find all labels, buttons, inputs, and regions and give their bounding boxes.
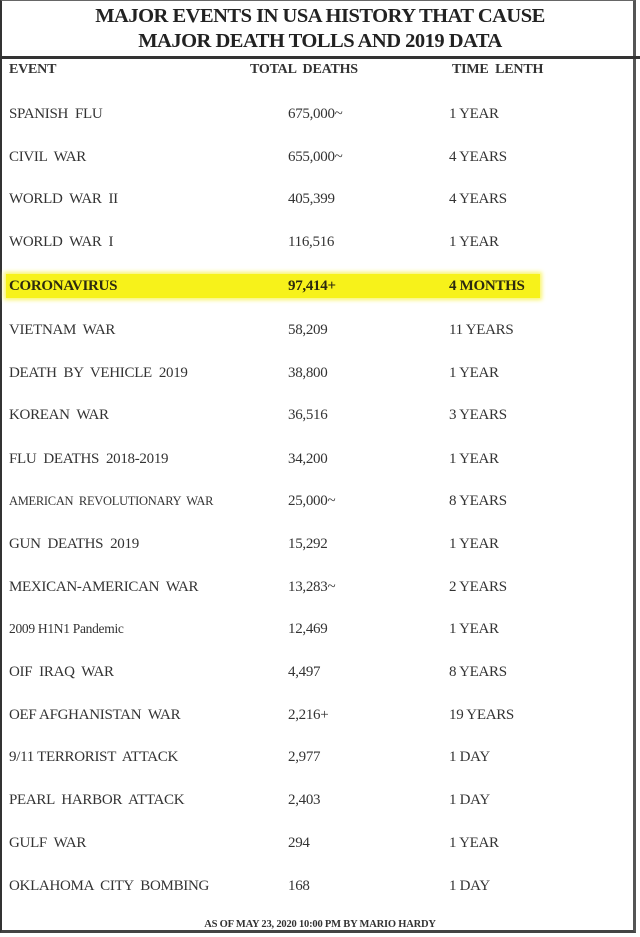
event-name: FLU DEATHS 2018-2019	[9, 451, 169, 467]
table-row	[0, 403, 640, 427]
time-length: 4 YEARS	[449, 149, 507, 165]
event-name: OIF IRAQ WAR	[9, 664, 114, 680]
table-row	[0, 318, 640, 342]
table-row	[0, 575, 640, 599]
table-row	[0, 788, 640, 812]
table-row	[0, 532, 640, 556]
title-line-2: MAJOR DEATH TOLLS AND 2019 DATA	[138, 30, 502, 52]
table-row	[0, 874, 640, 898]
title-line-1: MAJOR EVENTS IN USA HISTORY THAT CAUSE	[95, 5, 545, 27]
column-header-time-length: TIME LENTH	[452, 62, 544, 77]
time-length: 19 YEARS	[449, 707, 514, 723]
footer-attribution: AS OF MAY 23, 2020 10:00 PM BY MARIO HARDY	[204, 919, 436, 930]
total-deaths: 97,414+	[288, 278, 336, 294]
table-row	[0, 187, 640, 211]
time-length: 1 YEAR	[449, 451, 499, 467]
event-name: CORONAVIRUS	[9, 278, 118, 294]
time-length: 11 YEARS	[449, 322, 514, 338]
total-deaths: 116,516	[288, 234, 335, 250]
document-title	[0, 4, 640, 54]
event-name: WORLD WAR II	[9, 191, 118, 207]
time-length: 8 YEARS	[449, 664, 507, 680]
total-deaths: 655,000~	[288, 149, 343, 165]
event-name: OKLAHOMA CITY BOMBING	[9, 878, 210, 894]
event-name: WORLD WAR I	[9, 234, 114, 250]
event-name: 9/11 TERRORIST ATTACK	[9, 749, 179, 765]
total-deaths: 168	[288, 878, 310, 894]
total-deaths: 2,216+	[288, 707, 329, 723]
total-deaths: 405,399	[288, 191, 335, 207]
table-row	[0, 745, 640, 769]
time-length: 1 YEAR	[449, 621, 499, 637]
time-length: 1 YEAR	[449, 234, 499, 250]
time-length: 1 YEAR	[449, 835, 499, 851]
title-divider	[0, 56, 640, 59]
time-length: 1 DAY	[449, 878, 490, 894]
total-deaths: 2,403	[288, 792, 321, 808]
total-deaths: 12,469	[288, 621, 328, 637]
time-length: 1 YEAR	[449, 536, 499, 552]
event-name: GULF WAR	[9, 835, 87, 851]
table-row	[0, 230, 640, 254]
table-row	[0, 447, 640, 471]
total-deaths: 2,977	[288, 749, 321, 765]
event-name: OEF AFGHANISTAN WAR	[9, 707, 181, 723]
time-length: 1 DAY	[449, 792, 490, 808]
total-deaths: 38,800	[288, 365, 328, 381]
table-row	[0, 361, 640, 385]
total-deaths: 58,209	[288, 322, 328, 338]
time-length: 4 YEARS	[449, 191, 507, 207]
time-length: 1 YEAR	[449, 106, 499, 122]
time-length: 8 YEARS	[449, 493, 507, 509]
table-row	[0, 617, 640, 641]
table-row	[0, 489, 640, 513]
event-name: KOREAN WAR	[9, 407, 109, 423]
table-row	[0, 145, 640, 169]
event-name: DEATH BY VEHICLE 2019	[9, 365, 188, 381]
event-name: SPANISH FLU	[9, 106, 103, 122]
event-name: CIVIL WAR	[9, 149, 86, 165]
event-name: PEARL HARBOR ATTACK	[9, 792, 185, 808]
column-header-event: EVENT	[9, 62, 57, 77]
table-row	[0, 831, 640, 855]
total-deaths: 4,497	[288, 664, 321, 680]
time-length: 1 DAY	[449, 749, 490, 765]
total-deaths: 13,283~	[288, 579, 336, 595]
total-deaths: 294	[288, 835, 310, 851]
total-deaths: 675,000~	[288, 106, 343, 122]
event-name: MEXICAN-AMERICAN WAR	[9, 579, 199, 595]
total-deaths: 15,292	[288, 536, 328, 552]
time-length: 4 MONTHS	[449, 278, 525, 294]
time-length: 2 YEARS	[449, 579, 507, 595]
time-length: 1 YEAR	[449, 365, 499, 381]
table-row	[0, 102, 640, 126]
time-length: 3 YEARS	[449, 407, 507, 423]
column-header-total-deaths: TOTAL DEATHS	[250, 62, 358, 77]
event-name: 2009 H1N1 Pandemic	[9, 621, 124, 636]
total-deaths: 25,000~	[288, 493, 336, 509]
event-name: AMERICAN REVOLUTIONARY WAR	[9, 494, 214, 508]
event-name: VIETNAM WAR	[9, 322, 116, 338]
total-deaths: 36,516	[288, 407, 328, 423]
event-name: GUN DEATHS 2019	[9, 536, 139, 552]
table-row	[0, 703, 640, 727]
table-row-highlighted	[0, 274, 640, 298]
total-deaths: 34,200	[288, 451, 328, 467]
table-row	[0, 660, 640, 684]
